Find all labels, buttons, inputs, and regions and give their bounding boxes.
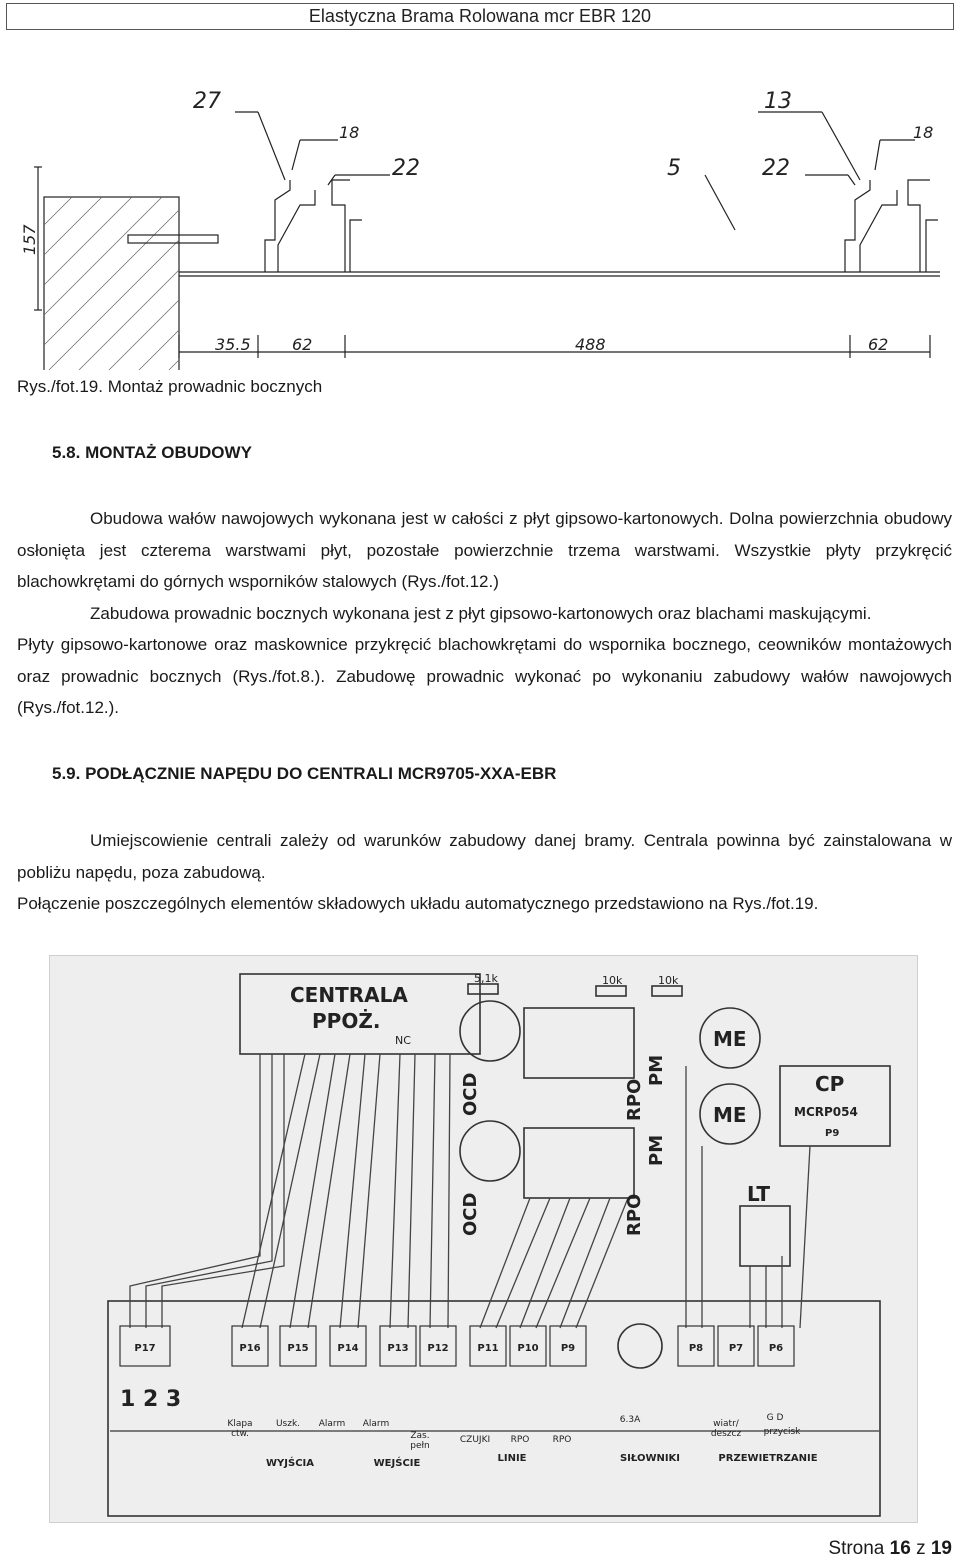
page-sep: z bbox=[916, 1538, 926, 1559]
paragraph: Zabudowa prowadnic bocznych wykonana jest z płyt gipsowo-kartonowych oraz blachami maskującymi. bbox=[90, 603, 872, 623]
out-klapa-1: Klapa bbox=[227, 1419, 253, 1429]
group-przewietrzanie: PRZEWIETRZANIE bbox=[718, 1453, 818, 1464]
dim-62-right: 62 bbox=[868, 335, 889, 354]
label-18-left: 18 bbox=[339, 123, 360, 142]
section-5-9-body bbox=[17, 825, 952, 920]
section-heading-5-8: 5.8. MONTAŻ OBUDOWY bbox=[52, 443, 252, 462]
wiring-diagram-photo bbox=[49, 955, 918, 1523]
out-klapa-2: ctw. bbox=[231, 1429, 249, 1439]
port-p16: P16 bbox=[239, 1343, 261, 1354]
out-alarm-1: Alarm bbox=[318, 1419, 346, 1429]
current-page: 16 bbox=[889, 1538, 911, 1559]
section-5-8-body bbox=[17, 503, 952, 724]
total-pages: 19 bbox=[930, 1538, 952, 1559]
paragraph: Połączenie poszczególnych elementów składowych układu automatycznego przedstawiono na Rys./fot.19. bbox=[17, 894, 819, 913]
dim-62-left: 62 bbox=[292, 335, 313, 354]
dim-35-5: 35.5 bbox=[215, 335, 251, 354]
page-header bbox=[6, 3, 954, 30]
label-18-right: 18 bbox=[913, 123, 934, 142]
p17-terminals: 1 2 3 bbox=[120, 1387, 182, 1412]
resistor-10k-2: 10k bbox=[658, 974, 679, 987]
wall-block bbox=[44, 197, 179, 370]
label-157: 157 bbox=[20, 224, 39, 255]
group-linie: LINIE bbox=[497, 1453, 527, 1464]
section-heading-5-9: 5.9. PODŁĄCZNIE NAPĘDU DO CENTRALI MCR9705-XXA-EBR bbox=[52, 764, 557, 783]
label-22-right: 22 bbox=[762, 156, 790, 181]
przycisk-label: przycisk bbox=[763, 1427, 801, 1437]
rpo-label-1: RPO bbox=[624, 1078, 645, 1121]
rpo-label-2: RPO bbox=[624, 1193, 645, 1236]
paragraph: Umiejscowienie centrali zależy od warunków zabudowy danej bramy. Centrala powinna być zainstalowana w pobliżu napędu, poza zabudową. bbox=[17, 831, 952, 882]
figure-caption: Rys./fot.19. Montaż prowadnic bocznych bbox=[17, 377, 323, 396]
pm-label-2: PM bbox=[646, 1134, 667, 1166]
centrala-label-2: PPOŻ. bbox=[312, 1009, 381, 1033]
group-silowniki: SIŁOWNIKI bbox=[619, 1453, 681, 1464]
port-p14: P14 bbox=[337, 1343, 359, 1354]
port-p9: P9 bbox=[560, 1343, 576, 1354]
ocd-label-2: OCD bbox=[460, 1192, 481, 1236]
wiatr-2: deszcz bbox=[710, 1429, 742, 1439]
wiatr-1: wiatr/ bbox=[713, 1419, 739, 1429]
group-wejscie: WEJŚCIE bbox=[373, 1458, 421, 1469]
label-27: 27 bbox=[193, 89, 221, 114]
page-number bbox=[828, 1538, 952, 1560]
label-5: 5 bbox=[667, 156, 681, 181]
cp-model: MCRP054 bbox=[794, 1105, 858, 1119]
port-p10: P10 bbox=[517, 1343, 539, 1354]
port-p7: P7 bbox=[728, 1343, 744, 1354]
line-rpo-2: RPO bbox=[552, 1435, 572, 1445]
dim-488: 488 bbox=[575, 335, 606, 354]
page-prefix: Strona bbox=[828, 1538, 885, 1559]
fuse-rating: 6.3A bbox=[619, 1415, 641, 1425]
port-p15: P15 bbox=[287, 1343, 309, 1354]
resistor-5k1: 5,1k bbox=[474, 972, 498, 985]
pm-label-1: PM bbox=[646, 1054, 667, 1086]
label-22-left: 22 bbox=[392, 156, 420, 181]
group-wyjscia: WYJŚCIA bbox=[266, 1458, 314, 1469]
motor-label-2: ME bbox=[713, 1103, 747, 1127]
paragraph: Obudowa wałów nawojowych wykonana jest w całości z płyt gipsowo-kartonowych. Dolna powierzchnia obudowy osłonięta jest czterema warstwami płyt, pozostałe powierzchnie trzema warstwami. Wszystkie płyty przykręcić blachowkrętami do górnych wsporników stalowych (Rys./fot.12.) bbox=[17, 509, 952, 591]
lt-label: LT bbox=[747, 1182, 771, 1206]
resistor-10k-1: 10k bbox=[602, 974, 623, 987]
port-p17: P17 bbox=[134, 1343, 156, 1354]
gd-label: G D bbox=[766, 1413, 784, 1423]
motor-label-1: ME bbox=[713, 1027, 747, 1051]
port-p13: P13 bbox=[387, 1343, 409, 1354]
out-alarm-2: Alarm bbox=[362, 1419, 390, 1429]
paragraph: Płyty gipsowo-kartonowe oraz maskownice przykręcić blachowkrętami do wspornika bocznego, ceowników montażowych oraz prowadnic bocznych (Rys./fot.8.). Zabudowę prowadnic wykonać po wykonaniu zabudowy wałów nawojowych (Rys./fot.12.). bbox=[17, 635, 952, 717]
port-p8: P8 bbox=[688, 1343, 704, 1354]
port-p6: P6 bbox=[768, 1343, 784, 1354]
centrala-label-1: CENTRALA bbox=[290, 983, 408, 1007]
side-guide-drawing bbox=[0, 40, 960, 370]
cp-port: P9 bbox=[825, 1128, 840, 1139]
document-title: Elastyczna Brama Rolowana mcr EBR 120 bbox=[308, 6, 652, 26]
port-p12: P12 bbox=[427, 1343, 449, 1354]
in-zas-1: Zas. bbox=[410, 1431, 430, 1441]
cp-label: CP bbox=[815, 1072, 845, 1096]
ocd-label-1: OCD bbox=[460, 1072, 481, 1116]
line-czujki: CZUJKI bbox=[459, 1435, 491, 1445]
in-zas-2: pełn bbox=[410, 1441, 430, 1451]
label-13: 13 bbox=[764, 89, 792, 114]
nc-label: NC bbox=[395, 1034, 411, 1047]
line-rpo-1: RPO bbox=[510, 1435, 530, 1445]
out-uszk: Uszk. bbox=[275, 1419, 301, 1429]
port-p11: P11 bbox=[477, 1343, 499, 1354]
